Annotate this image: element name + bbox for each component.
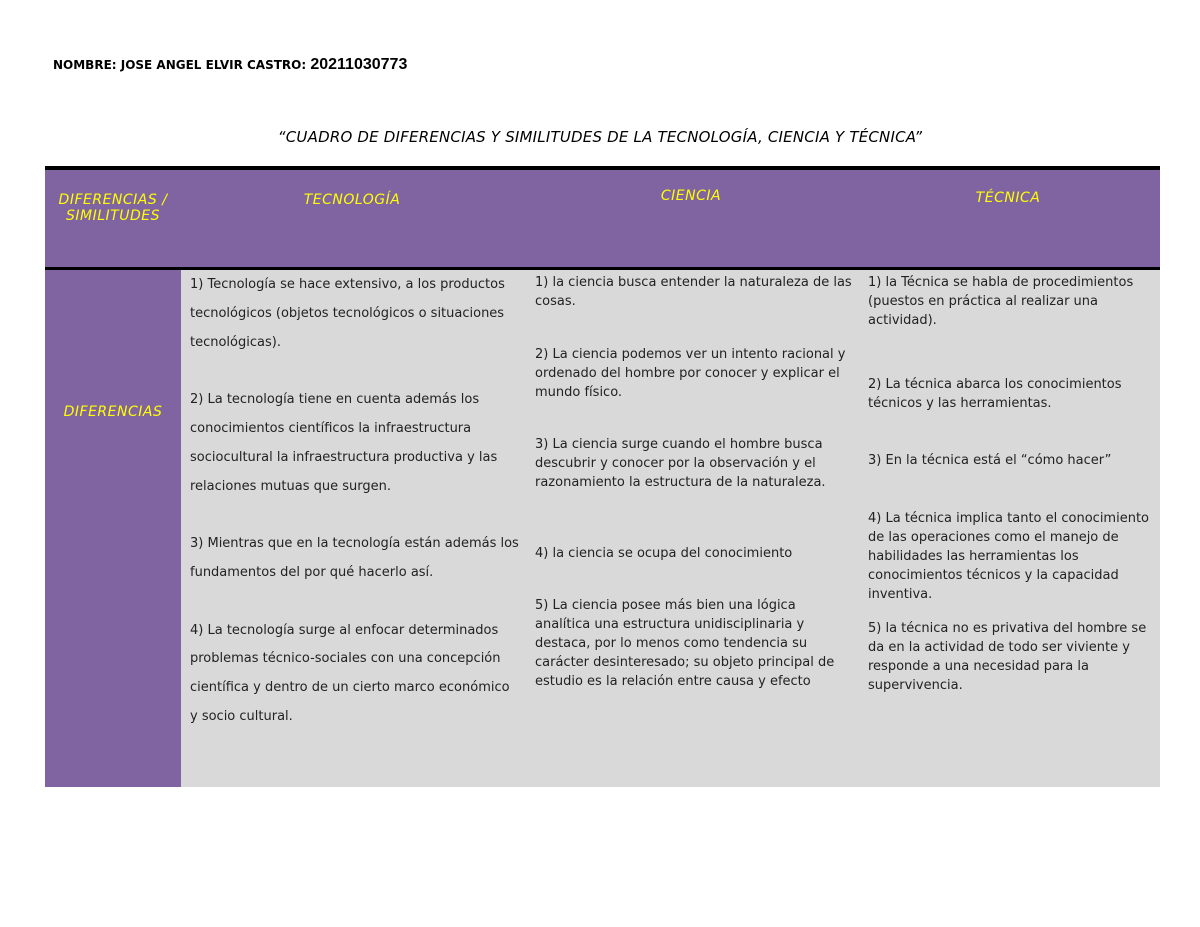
student-name: NOMBRE: JOSE ANGEL ELVIR CASTRO: (53, 58, 311, 72)
tecnica-item: 2) La técnica abarca los conocimientos técnicos y las herramientas. (868, 377, 1122, 411)
tecnica-cell (868, 273, 1156, 695)
tecnica-item: 1) la Técnica se habla de procedimientos (puestos en práctica al realizar una actividad). (868, 275, 1134, 328)
ciencia-cell (535, 273, 853, 691)
ciencia-item: 3) La ciencia surge cuando el hombre busca descubrir y conocer por la observación y el razonamiento la estructura de la naturaleza. (535, 437, 826, 490)
ciencia-item: 2) La ciencia podemos ver un intento racional y ordenado del hombre por conocer y explicar el mundo físico. (535, 347, 846, 400)
tecnologia-item: 4) La tecnología surge al enfocar determinados problemas técnico-sociales con una concepción científica y dentro de un cierto marco económico y socio cultural. (190, 622, 510, 724)
student-name-line (53, 56, 407, 74)
column-header-tecnologia: TECNOLOGÍA (303, 192, 401, 208)
ciencia-item: 5) La ciencia posee más bien una lógica analítica una estructura unidisciplinaria y destaca, por lo menos como tendencia su carácter desinteresado; su objeto principal de estudio es la relación entre causa y efecto (535, 598, 835, 689)
tecnologia-item: 1) Tecnología se hace extensivo, a los productos tecnológicos (objetos tecnológicos o situaciones tecnológicas). (190, 277, 505, 350)
tecnica-item: 3) En la técnica está el “cómo hacer” (868, 453, 1112, 468)
column-header-diferencias-similitudes: DIFERENCIAS / SIMILITUDES (58, 192, 168, 224)
table-header-band (45, 170, 1160, 267)
tecnologia-item: 2) La tecnología tiene en cuenta además los conocimientos científicos la infraestructura sociocultural la infraestructura productiva y las relaciones mutuas que surgen. (190, 392, 498, 494)
tecnica-item: 5) la técnica no es privativa del hombre se da en la actividad de todo ser viviente y responde a una necesidad para la supervivencia. (868, 621, 1147, 693)
tecnologia-cell (190, 271, 520, 732)
column-header-tecnica: TÉCNICA (975, 190, 1041, 206)
tecnologia-item: 3) Mientras que en la tecnología están además los fundamentos del por qué hacerlo así. (190, 536, 519, 580)
row-label-diferencias: DIFERENCIAS (63, 404, 163, 420)
column-header-ciencia: CIENCIA (660, 188, 722, 204)
ciencia-item: 1) la ciencia busca entender la naturaleza de las cosas. (535, 275, 852, 309)
ciencia-item: 4) la ciencia se ocupa del conocimiento (535, 546, 793, 561)
row-label-cell (45, 270, 181, 787)
tecnica-item: 4) La técnica implica tanto el conocimiento de las operaciones como el manejo de habilidades las herramientas los conocimientos técnicos y la capacidad inventiva. (868, 511, 1149, 602)
document-title: “CUADRO DE DIFERENCIAS Y SIMILITUDES DE LA TECNOLOGÍA, CIENCIA Y TÉCNICA” (277, 128, 923, 146)
student-id: 20211030773 (310, 56, 408, 73)
